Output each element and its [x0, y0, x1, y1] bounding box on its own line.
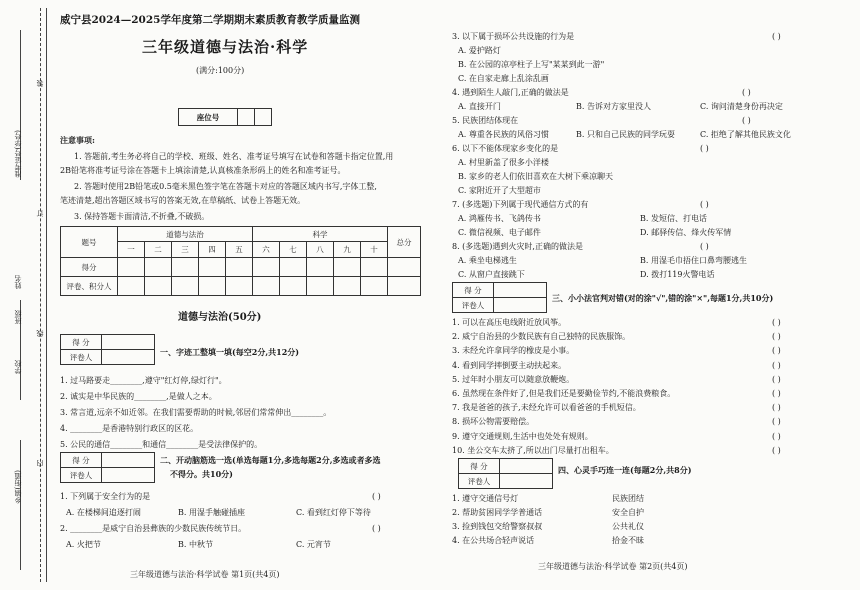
full-score: (满分:100分)	[196, 66, 245, 75]
note-line: 3. 保持答题卡面清洁,不折叠,不破损。	[74, 212, 210, 221]
part2-score-box	[60, 452, 155, 483]
option: A. 尊重各民族的风俗习惯	[458, 130, 549, 139]
option: C. 家附近开了大型超市	[458, 186, 541, 195]
answer-paren[interactable]: ( )	[772, 403, 781, 413]
part2-title-cont: 不得分。共10分)	[170, 469, 233, 479]
option: B. 中秋节	[178, 540, 213, 549]
col-header: 四	[199, 242, 226, 258]
match-left-item: 3. 捡到钱包交给警察叔叔	[452, 522, 543, 531]
town-label: 乡镇(街道)	[14, 470, 22, 504]
col-header: 三	[172, 242, 199, 258]
binding-solid-line	[46, 8, 47, 582]
grader-cell[interactable]	[102, 468, 155, 483]
option: A. 鸿雁传书、飞鸽传书	[458, 214, 541, 223]
grader-label: 评卷人	[459, 474, 500, 489]
exam-title: 威宁县2024—2025学年度第二学期期末素质教育教学质量监测	[60, 14, 360, 26]
judge-question: 3. 未经允许拿同学的橡皮是小事。	[452, 346, 575, 356]
answer-paren[interactable]: ( )	[772, 417, 781, 427]
answer-paren[interactable]: ( )	[772, 431, 781, 441]
score-label: 得 分	[61, 453, 102, 468]
note-line: 2B铅笔将准考证号涂在答题卡上填涂清楚,认真核准条形码上的姓名和准考证号。	[60, 166, 346, 175]
option: C. 元宵节	[296, 540, 331, 549]
col-header: 五	[226, 242, 253, 258]
binding-dashed-line	[40, 8, 41, 582]
option: B. 家乡的老人们依旧喜欢在大树下乘凉聊天	[458, 172, 613, 181]
answer-paren[interactable]: ( )	[742, 116, 751, 125]
answer-paren[interactable]: ( )	[700, 242, 709, 251]
option: C. 拒绝了解其他民族文化	[700, 130, 791, 139]
part3-title: 三、小小法官判对错(对的涂"√",错的涂"×",每题1分,共10分)	[552, 293, 774, 303]
question: 2. ________是威宁自治县彝族的少数民族传统节日。	[60, 524, 247, 533]
question: 2. 诚实是中华民族的________,是做人之本。	[60, 392, 217, 401]
note-line: 2. 答题时使用2B铅笔或0.5毫米黑色签字笔在答题卡对应的答题区域内书写,字体工整,	[74, 182, 377, 191]
judge-question: 2. 威宁自治县的少数民族有自己独特的民族服饰。	[452, 332, 631, 342]
score-table	[60, 226, 421, 296]
option: A. 乘坐电梯逃生	[458, 256, 517, 265]
question: 7. (多选题)下列属于现代通信方式的有	[452, 200, 589, 209]
score-label: 得 分	[61, 335, 102, 350]
option: A. 爱护路灯	[458, 46, 501, 55]
exam-number-label: 准考证号(学号)	[14, 130, 22, 178]
part1-title: 一、字迹工整填一填(每空2分,共12分)	[160, 347, 300, 357]
binding-mark-4: 内	[36, 460, 44, 467]
footer-left: 三年级道德与法治·科学试卷 第1页(共4页)	[130, 570, 280, 579]
grader-cell[interactable]	[500, 474, 553, 489]
binding-mark-3: 线	[36, 330, 44, 337]
question: 5. 公民的通信________和通信________是受法律保护的。	[60, 440, 263, 449]
grader-label: 评卷人	[61, 350, 102, 365]
judge-question: 7. 我是爸爸的孩子,未经允许可以看爸爸的手机短信。	[452, 403, 641, 413]
row-grader-label: 评卷、积分人	[61, 277, 118, 296]
question: 5. 民族团结体现在	[452, 116, 519, 125]
match-left-item: 2. 帮助贫困同学学普通话	[452, 508, 543, 517]
answer-paren[interactable]: ( )	[772, 332, 781, 342]
answer-paren[interactable]: ( )	[772, 318, 781, 327]
class-label: 班级	[14, 310, 22, 324]
notes-heading: 注意事项:	[60, 135, 95, 145]
grader-cell[interactable]	[494, 298, 547, 313]
note-line: 笔迹清楚,超出答题区域书写的答案无效,在草稿纸、试卷上答题无效。	[60, 196, 306, 205]
answer-paren[interactable]: ( )	[772, 445, 781, 455]
score-cell[interactable]	[500, 459, 553, 474]
option: B. 用湿手触碰插座	[178, 508, 245, 517]
answer-paren[interactable]: ( )	[700, 144, 709, 153]
part2-title: 二、开动脑筋选一选(单选每题1分,多选每题2分,多选或者多选	[160, 455, 381, 465]
col-header: 六	[253, 242, 280, 258]
match-right-item[interactable]: 安全自护	[612, 508, 644, 517]
answer-paren[interactable]: ( )	[772, 32, 781, 41]
answer-paren[interactable]: ( )	[772, 374, 781, 384]
score-cell[interactable]	[102, 453, 155, 468]
col-header: 十	[361, 242, 388, 258]
judge-question: 5. 过年时小朋友可以随意放鞭炮。	[452, 374, 575, 384]
option: C. 在自家走廊上乱涂乱画	[458, 74, 549, 83]
judge-question: 6. 虽然现在条件好了,但是我们还是要勤俭节约,不能浪费粮食。	[452, 389, 676, 398]
question: 1. 过马路要走________,遵守"红灯停,绿灯行"。	[60, 376, 227, 385]
section-moral-title: 道德与法治(50分)	[178, 312, 262, 323]
option: B. 发短信、打电话	[640, 214, 707, 223]
school-label: 学校	[14, 360, 22, 374]
part1-score-box	[60, 334, 155, 365]
option: B. 用湿毛巾捂住口鼻弯腰逃生	[640, 256, 747, 265]
match-left-item: 4. 在公共场合轻声说话	[452, 536, 535, 545]
judge-question: 4. 看到同学摔倒要主动扶起来。	[452, 360, 567, 370]
option: C. 从窗户直接跳下	[458, 270, 525, 279]
name-label: 姓名	[14, 275, 22, 289]
option: C. 询问清楚身份再决定	[700, 102, 783, 111]
answer-paren[interactable]: ( )	[372, 524, 381, 533]
answer-paren[interactable]: ( )	[700, 200, 709, 209]
score-cell[interactable]	[494, 283, 547, 298]
option: A. 直接开门	[458, 102, 501, 111]
option: D. 拨打119火警电话	[640, 270, 715, 279]
seat-label: 座位号	[179, 109, 238, 126]
binding-blank-line	[20, 440, 21, 570]
grader-label: 评卷人	[61, 468, 102, 483]
group-moral: 道德与法治	[118, 227, 253, 242]
judge-question: 8. 损坏公物需要赔偿。	[452, 417, 535, 427]
judge-question: 10. 坐公交车太挤了,所以出门尽量打出租车。	[452, 445, 614, 455]
answer-paren[interactable]: ( )	[372, 492, 381, 501]
group-science: 科学	[253, 227, 388, 242]
judge-question: 9. 遵守交通规则,生活中也处处有规则。	[452, 431, 593, 441]
match-right-item[interactable]: 公共礼仪	[612, 522, 644, 531]
row-score-label: 得分	[61, 258, 118, 277]
question: 8. (多选题)遇到火灾时,正确的做法是	[452, 242, 583, 251]
part4-score-box	[458, 458, 553, 489]
grader-label: 评卷人	[453, 298, 494, 313]
answer-paren[interactable]: ( )	[772, 346, 781, 356]
col-header: 二	[145, 242, 172, 258]
answer-paren[interactable]: ( )	[772, 389, 781, 398]
note-line: 1. 答题前,考生务必将自己的学校、班级、姓名、准考证号填写在试卷和答题卡指定位置,用	[74, 152, 394, 161]
col-header: 八	[307, 242, 334, 258]
match-right-item[interactable]: 民族团结	[612, 494, 644, 503]
seat-cell[interactable]	[238, 109, 255, 126]
answer-paren[interactable]: ( )	[742, 88, 751, 97]
option: A. 在楼梯间追逐打闹	[66, 508, 141, 517]
question: 6. 以下不能体现家乡变化的是	[452, 144, 559, 153]
grader-cell[interactable]	[102, 350, 155, 365]
col-header: 一	[118, 242, 145, 258]
score-cell[interactable]	[102, 335, 155, 350]
total-label: 总分	[388, 227, 421, 258]
option: C. 微信视频、电子邮件	[458, 228, 541, 237]
question: 3. 常言道,远亲不如近邻。在我们需要帮助的时候,邻居们常常伸出________。	[60, 408, 332, 417]
q-label: 题号	[61, 227, 118, 258]
exam-subtitle: 三年级道德与法治·科学	[142, 38, 309, 56]
option: B. 在公园的凉亭柱子上写"某某到此一游"	[458, 60, 605, 69]
seat-number-box	[178, 108, 272, 126]
option: D. 邮驿传信、烽火传军情	[640, 228, 732, 237]
option: B. 只和自己民族的同学玩耍	[576, 130, 675, 139]
binding-mark-2: 订	[36, 210, 44, 217]
part3-score-box	[452, 282, 547, 313]
option: B. 告诉对方家里没人	[576, 102, 651, 111]
option: A. 火把节	[66, 540, 101, 549]
score-label: 得 分	[459, 459, 500, 474]
match-right-item[interactable]: 拾金不昧	[612, 536, 644, 545]
judge-question: 1. 可以在高压电线附近放风筝。	[452, 318, 567, 327]
question: 4. ________是香港特别行政区的区花。	[60, 424, 199, 433]
match-left-item: 1. 遵守交通信号灯	[452, 494, 519, 503]
binding-mark-1: 装	[36, 80, 44, 87]
score-label: 得 分	[453, 283, 494, 298]
col-header: 九	[334, 242, 361, 258]
part4-title: 四、心灵手巧连一连(每题2分,共8分)	[558, 465, 692, 475]
footer-right: 三年级道德与法治·科学试卷 第2页(共4页)	[538, 562, 688, 571]
question: 3. 以下属于损坏公共设施的行为是	[452, 32, 575, 41]
option: A. 村里新盖了很多小洋楼	[458, 158, 549, 167]
col-header: 七	[280, 242, 307, 258]
question: 4. 遇到陌生人敲门,正确的做法是	[452, 88, 569, 97]
option: C. 看到红灯停下等待	[296, 508, 371, 517]
seat-cell[interactable]	[255, 109, 272, 126]
answer-paren[interactable]: ( )	[772, 360, 781, 370]
question: 1. 下列属于安全行为的是	[60, 492, 151, 501]
